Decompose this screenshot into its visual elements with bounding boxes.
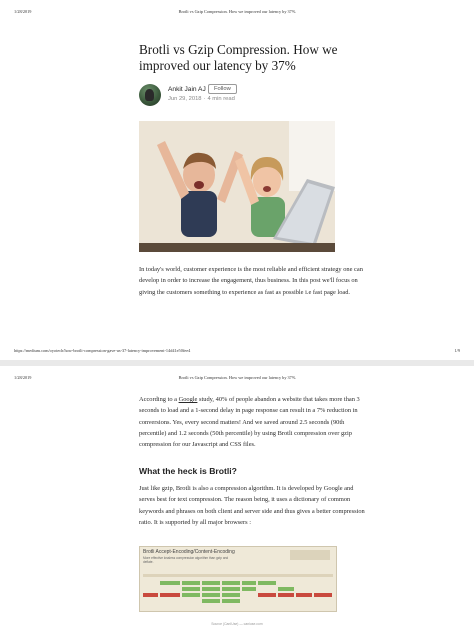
study-text-rest: study, 40% of people abandon a website that takes more than 3 seconds to load and a 1-second delay in page response can result in a 7% reduction in conversions. Yes, every second matters! And we saved around 2.5 seconds (90th percentile) and 1.2 seconds (50th percentile) by using Brotli compression over gzip compression for our Javascript and CSS files. bbox=[139, 396, 360, 449]
support-grid bbox=[140, 547, 336, 611]
browser-support-table bbox=[139, 546, 337, 612]
hero-image bbox=[139, 121, 335, 252]
support-table-subtitle: More effective lossless compression algorithm than gzip and deflate. bbox=[143, 556, 229, 565]
article-title: Brotli vs Gzip Compression. How we improved our latency by 37% bbox=[139, 42, 338, 73]
publish-date: Jun 29, 2018 bbox=[168, 96, 202, 102]
follow-button[interactable]: Follow bbox=[208, 84, 237, 94]
page-footer-url[interactable]: https://medium.com/oyotech/how-brotli-compression-gave-us-37-latency-improvement-14d41e50fee4 bbox=[14, 348, 191, 353]
article-meta: Jun 29, 2018 · 4 min read bbox=[168, 96, 235, 102]
author-name[interactable]: Ankit Jain AJ bbox=[168, 86, 206, 93]
avatar[interactable] bbox=[139, 84, 161, 106]
section-heading: What the heck is Brotli? bbox=[139, 466, 237, 476]
brotli-paragraph: Just like gzip, Brotli is also a compression algorithm. It is developed by Google and serves best for text compression. The reason being, it uses a dictionary of common keywords and phrases on both client and server side and thus gives a better compression ratio. It is supported by all major browsers : bbox=[139, 485, 365, 526]
google-study-link[interactable]: Google bbox=[178, 396, 198, 403]
study-paragraph bbox=[139, 394, 365, 450]
read-time: 4 min read bbox=[207, 96, 235, 102]
page-header-date: 1/28/2019 bbox=[14, 375, 32, 380]
intro-paragraph: In today's world, customer experience is the most reliable and efficient strategy one can develop in order to increase the engagement, thus business. In this post we'll focus on giving the customers something to experience as fast as possible i.e fast page load. bbox=[139, 266, 363, 296]
table-caption: Source (CanIUse) — caniuse.com bbox=[211, 622, 263, 626]
page-number: 1/9 bbox=[454, 348, 460, 353]
page-header-title: Brotli vs Gzip Compression. How we improved our latency by 37% bbox=[178, 375, 296, 380]
pdf-page-2 bbox=[0, 366, 474, 632]
page-header-date: 1/28/2019 bbox=[14, 9, 32, 14]
kids-laptop-illustration bbox=[139, 121, 335, 252]
study-text-lead: According to a bbox=[139, 396, 179, 403]
support-table-title: Brotli Accept-Encoding/Content-Encoding bbox=[143, 549, 235, 555]
page-header-title: Brotli vs Gzip Compression. How we improved our latency by 37% bbox=[178, 9, 296, 14]
